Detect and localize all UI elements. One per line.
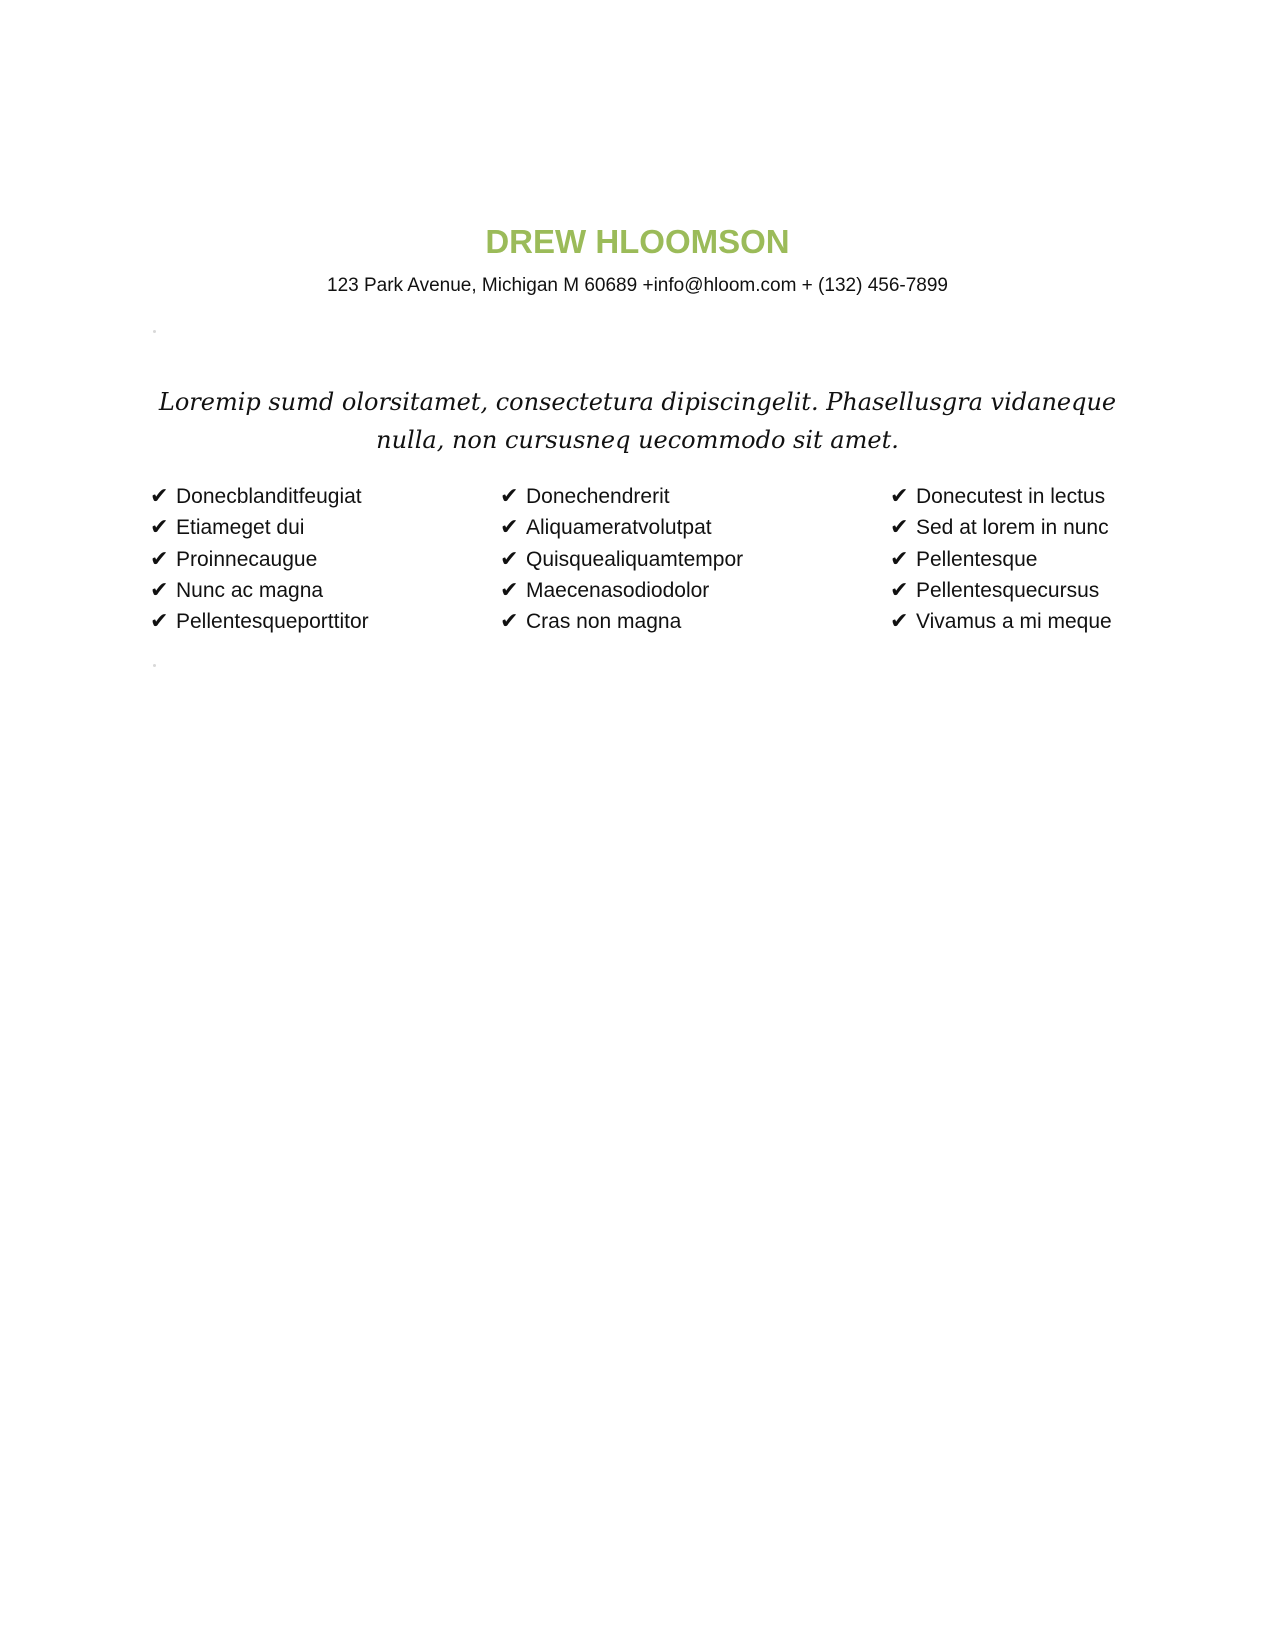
skill-item: ✔ Pellentesqueporttitor [150,605,369,636]
checkmark-icon: ✔ [150,545,169,571]
skill-item: ✔ Proinnecaugue [150,543,369,574]
skill-item: ✔ Donechendrerit [500,480,743,511]
checkmark-icon: ✔ [150,483,169,508]
checkmark-icon: ✔ [150,608,169,634]
checkmark-icon: ✔ [890,514,909,540]
skill-item: ✔ Sed at lorem in nunc [890,511,1112,542]
skill-item: ✔ Cras non magna [500,605,743,636]
skill-item: ✔ Maecenasodiodolor [500,574,743,605]
skill-item: ✔ Pellentesque [890,543,1112,574]
summary-line-1: Loremip sumd olorsitamet, consectetura dipiscingelit. Phasellusgra vidaneque [158,388,1117,416]
skill-item: ✔ Etiameget dui [150,511,369,542]
skills-column-3 [890,480,1112,636]
skill-item: ✔ Donecblanditfeugiat [150,480,369,511]
skill-item: ✔ Vivamus a mi meque [890,605,1112,636]
paragraph-marker [153,664,156,667]
summary-line-2: nulla, non cursusneq uecommodo sit amet. [376,426,899,454]
checkmark-icon: ✔ [500,483,519,508]
checkmark-icon: ✔ [150,576,169,602]
checkmark-icon: ✔ [890,608,909,634]
checkmark-icon: ✔ [500,576,519,602]
checkmark-icon: ✔ [890,483,909,508]
skill-item: ✔ Aliquameratvolutpat [500,511,743,542]
paragraph-marker [153,330,156,333]
checkmark-icon: ✔ [500,608,519,634]
checkmark-icon: ✔ [500,514,519,540]
checkmark-icon: ✔ [890,545,909,571]
contact-line [0,274,1275,298]
skills-column-2 [500,480,743,636]
contact-text: 123 Park Avenue, Michigan M 60689 +info@hloom.com + (132) 456-7899 [327,275,948,296]
resume-name: DREW HLOOMSON [485,223,790,260]
summary-statement [150,383,1125,459]
checkmark-icon: ✔ [890,576,909,602]
checkmark-icon: ✔ [150,514,169,540]
checkmark-icon: ✔ [500,545,519,571]
skill-item: ✔ Donecutest in lectus [890,480,1112,511]
skills-column-1 [150,480,369,636]
skill-item: ✔ Pellentesquecursus [890,574,1112,605]
skill-item: ✔ Nunc ac magna [150,574,369,605]
skill-item: ✔ Quisquealiquamtempor [500,543,743,574]
